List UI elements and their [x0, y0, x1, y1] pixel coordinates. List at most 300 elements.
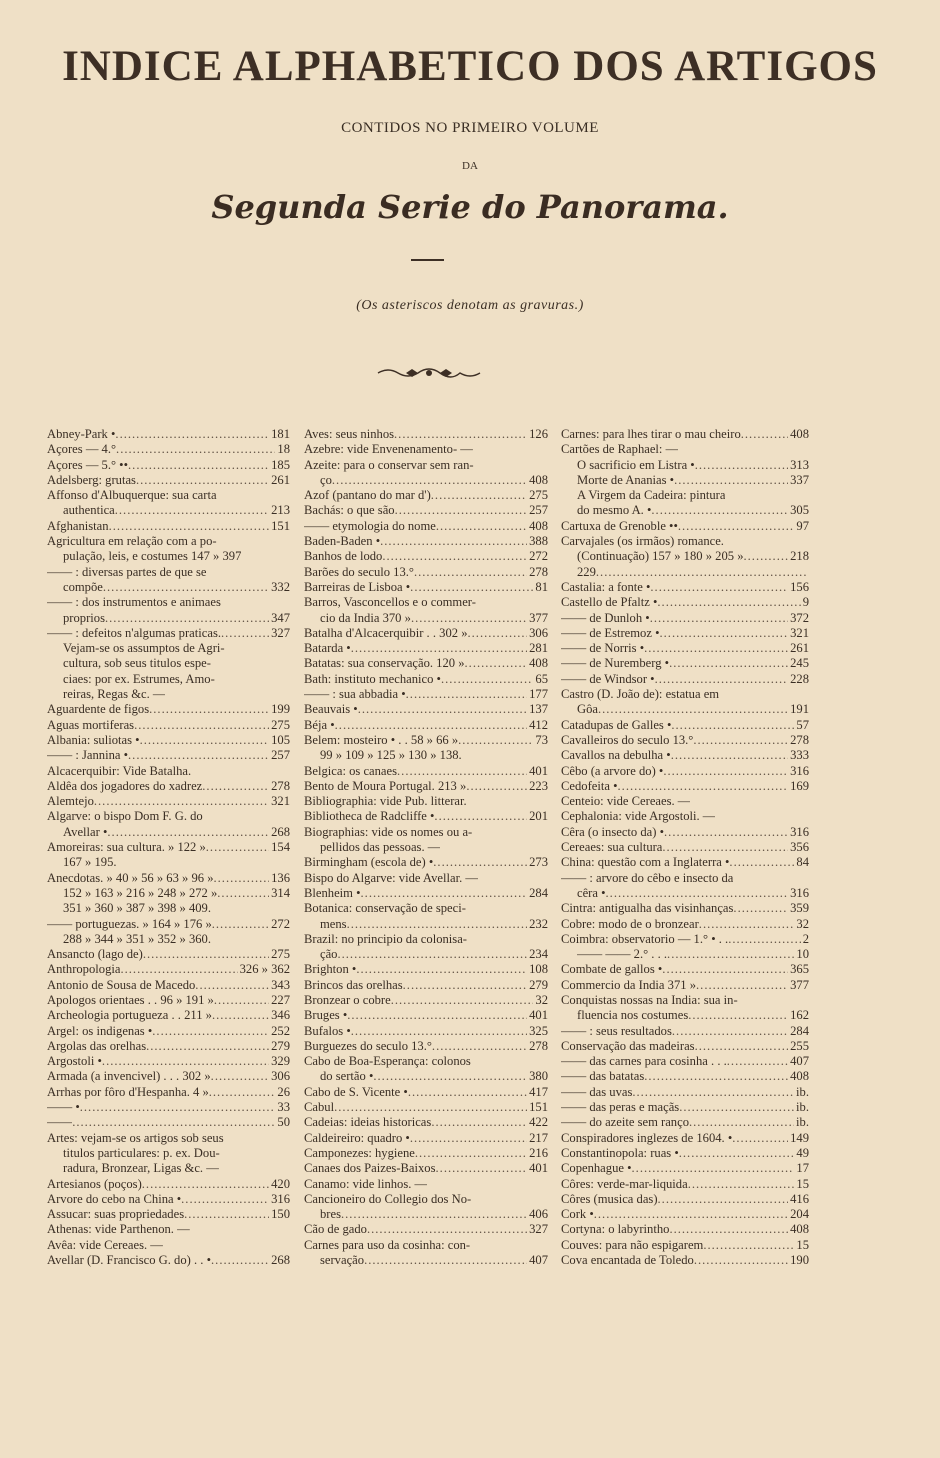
- leader-dots: [136, 473, 269, 488]
- index-entry: [47, 1054, 290, 1069]
- entry-text: Argostoli •: [47, 1054, 102, 1069]
- entry-text: Carnes: para lhes tirar o mau cheiro: [561, 427, 741, 441]
- index-entry: [304, 1207, 548, 1222]
- index-entry: [47, 580, 290, 595]
- page-number: 305: [790, 503, 809, 518]
- entry-text: Côres (musica das): [561, 1191, 658, 1206]
- index-entry: [47, 932, 290, 947]
- entry-text: Athenas: vide Parthenon. —: [47, 1222, 190, 1237]
- entry-text: Couves: para não espigarem: [561, 1237, 704, 1252]
- page-number: 420: [271, 1176, 290, 1191]
- leader-dots: [116, 442, 275, 457]
- index-entry: [47, 672, 290, 687]
- entry-text: Avellar (D. Francisco G. do) . . •: [47, 1253, 212, 1268]
- entry-text: Bufalos •: [304, 1023, 351, 1038]
- entry-text: Cabo de S. Vicente •: [304, 1084, 408, 1099]
- index-entry: [304, 656, 548, 671]
- index-entry: [47, 886, 290, 901]
- entry-text: Artesianos (poços): [47, 1176, 142, 1191]
- entry-text: —— do azeite sem ranço: [561, 1115, 689, 1130]
- index-entry: [561, 855, 809, 870]
- leader-dots: [744, 549, 789, 564]
- index-entry: [47, 565, 290, 580]
- page-number: 377: [529, 610, 548, 625]
- index-entry: [47, 503, 290, 518]
- page-number: 281: [529, 641, 548, 656]
- index-entry: [304, 917, 548, 932]
- entry-text: —— das carnes para cosinha . . .: [561, 1054, 727, 1069]
- leader-dots: [436, 1161, 528, 1176]
- index-entry: [304, 1177, 548, 1192]
- leader-dots: [107, 825, 269, 840]
- page-number: 278: [790, 732, 809, 747]
- index-entry: [304, 840, 548, 855]
- index-entry: [304, 1192, 548, 1207]
- entry-text: Birmingham (escola de) •: [304, 855, 434, 870]
- page-number: 261: [271, 472, 290, 487]
- page-number: 346: [271, 1008, 290, 1023]
- entry-text: Brazil: no principio da colonisa-: [304, 931, 467, 946]
- asterisk-note: (Os asteriscos denotam as gravuras.): [356, 298, 584, 313]
- entry-text: —— etymologia do nome: [304, 518, 436, 533]
- page-number: 84: [796, 855, 809, 870]
- leader-dots: [596, 565, 807, 580]
- index-entry: [304, 993, 548, 1008]
- entry-text: Artes: vejam-se os artigos sob seus: [47, 1130, 224, 1145]
- index-entry: [561, 886, 809, 901]
- leader-dots: [664, 825, 788, 840]
- entry-text: Adelsberg: grutas: [47, 472, 136, 487]
- leader-dots: [441, 672, 533, 687]
- entry-text: —— de Nuremberg •: [561, 656, 670, 671]
- leader-dots: [436, 519, 527, 534]
- entry-text: Cabo de Boa-Esperança: colonos: [304, 1054, 471, 1069]
- leader-dots: [195, 978, 269, 993]
- index-entry: [47, 855, 290, 870]
- index-entry: [47, 748, 290, 763]
- entry-text: —— : seus resultados: [561, 1023, 672, 1038]
- leader-dots: [380, 534, 527, 549]
- leader-dots: [335, 718, 527, 733]
- index-entry: [561, 809, 809, 824]
- leader-dots: [662, 840, 788, 855]
- leader-dots: [644, 641, 788, 656]
- page-number: 17: [796, 1161, 809, 1176]
- entry-text: do sertão •: [320, 1069, 374, 1084]
- index-entry: [47, 626, 290, 641]
- page-number: 327: [529, 1222, 548, 1237]
- leader-dots: [202, 779, 269, 794]
- leader-dots: [364, 1253, 527, 1268]
- index-entry: [47, 1238, 290, 1253]
- leader-dots: [411, 611, 527, 626]
- entry-text: —— : arvore do cêbo e insecto da: [561, 870, 734, 885]
- leader-dots: [679, 1146, 795, 1161]
- index-entry: [304, 947, 548, 962]
- index-entry: [304, 534, 548, 549]
- leader-dots: [688, 1008, 788, 1023]
- entry-text: Bachás: o que são: [304, 503, 395, 518]
- page-number: 228: [790, 671, 809, 686]
- entry-text: Barões do seculo 13.°: [304, 564, 414, 579]
- leader-dots: [115, 427, 269, 442]
- leader-dots: [657, 595, 800, 610]
- index-entry: [304, 1253, 548, 1268]
- entry-text: Botanica: conservação de speci-: [304, 901, 466, 916]
- leader-dots: [728, 932, 801, 947]
- index-entry: [561, 565, 809, 580]
- page-number: 380: [529, 1069, 548, 1084]
- index-entry: [47, 687, 290, 702]
- index-column-2: [304, 427, 548, 1268]
- entry-text: —— : Jannina •: [47, 748, 129, 763]
- page-number: 332: [271, 579, 290, 594]
- entry-text: —— portuguezas. » 164 » 176 »: [47, 916, 212, 931]
- leader-dots: [347, 917, 528, 932]
- leader-dots: [693, 733, 788, 748]
- leader-dots: [732, 1131, 788, 1146]
- page-number: 278: [271, 778, 290, 793]
- page-number: 32: [796, 916, 809, 931]
- leader-dots: [356, 962, 527, 977]
- entry-text: Agricultura em relação com a po-: [47, 534, 217, 549]
- entry-text: Caldeireiro: quadro •: [304, 1130, 410, 1145]
- entry-text: Cortyna: o labyrintho: [561, 1222, 670, 1237]
- page-number: 126: [529, 427, 548, 441]
- entry-text: A Virgem da Cadeira: pintura: [577, 488, 726, 503]
- entry-text: Copenhague •: [561, 1161, 632, 1176]
- leader-dots: [733, 901, 788, 916]
- index-column-1: [47, 427, 290, 1268]
- page-number: 15: [796, 1176, 809, 1191]
- index-entry: [47, 1039, 290, 1054]
- entry-text: Afghanistan: [47, 518, 109, 533]
- page-number: 190: [790, 1253, 809, 1268]
- index-entry: [304, 549, 548, 564]
- index-entry: [304, 503, 548, 518]
- index-entry: [47, 779, 290, 794]
- leader-dots: [632, 1161, 795, 1176]
- index-entry: [304, 1222, 548, 1237]
- index-entry: [47, 1222, 290, 1237]
- index-entry: [561, 488, 809, 503]
- entry-text: Centeio: vide Cereaes. —: [561, 794, 691, 809]
- index-entry: [304, 427, 548, 442]
- entry-text: Amoreiras: sua cultura. » 122 »: [47, 840, 206, 855]
- index-entry: [304, 1238, 548, 1253]
- page-number: 416: [790, 1191, 809, 1206]
- page-number: 177: [529, 687, 548, 702]
- entry-text: Açores — 5.° ••: [47, 457, 129, 472]
- leader-dots: [468, 626, 528, 641]
- page-number: 279: [529, 977, 548, 992]
- leader-dots: [128, 748, 269, 763]
- index-entry: [561, 595, 809, 610]
- leader-dots: [662, 962, 788, 977]
- page-number: 372: [790, 610, 809, 625]
- index-entry: [47, 917, 290, 932]
- index-entry: [304, 1115, 548, 1130]
- page-number: 33: [277, 1100, 290, 1115]
- index-entry: [304, 672, 548, 687]
- entry-text: Algarve: o bispo Dom F. G. do: [47, 809, 203, 824]
- entry-text: radura, Bronzear, Ligas &c. —: [63, 1161, 219, 1176]
- index-entry: [561, 1054, 809, 1069]
- entry-text: authentica: [63, 503, 115, 518]
- entry-text: Anthropologia: [47, 962, 121, 977]
- page-number: 97: [796, 518, 809, 533]
- entry-text: pellidos das pessoas. —: [320, 840, 441, 855]
- entry-text: —— —— 2.° . . .: [577, 947, 668, 962]
- entry-text: Cova encantada de Toledo: [561, 1253, 694, 1268]
- leader-dots: [373, 1069, 527, 1084]
- index-entry: [561, 519, 809, 534]
- entry-text: —— : sua abbadia •: [304, 687, 406, 702]
- index-entry: [561, 901, 809, 916]
- leader-dots: [80, 1100, 276, 1115]
- index-entry: [561, 534, 809, 549]
- page-number: 422: [529, 1115, 548, 1130]
- leader-dots: [410, 1131, 527, 1146]
- page-number: 316: [790, 885, 809, 900]
- page-number: 156: [790, 579, 809, 594]
- index-entry: [304, 458, 548, 473]
- entry-text: Argel: os indigenas •: [47, 1023, 153, 1038]
- index-entry: [304, 626, 548, 641]
- page-number: 137: [529, 702, 548, 717]
- index-entry: [47, 1161, 290, 1176]
- index-entry: [561, 840, 809, 855]
- entry-text: Blenheim •: [304, 885, 361, 900]
- entry-text: Argolas das orelhas: [47, 1038, 147, 1053]
- entry-text: 229: [577, 564, 596, 579]
- index-entry: [47, 442, 290, 457]
- index-entry: [47, 993, 290, 1008]
- leader-dots: [660, 626, 789, 641]
- entry-text: Carnes para uso da cosinha: con-: [304, 1237, 471, 1252]
- entry-text: 99 » 109 » 125 » 130 » 138.: [320, 748, 462, 763]
- entry-text: Cintra: antigualha das visinhanças: [561, 901, 734, 916]
- leader-dots: [669, 656, 788, 671]
- index-entry: [561, 993, 809, 1008]
- index-entry: [47, 794, 290, 809]
- index-entry: [561, 672, 809, 687]
- entry-text: Apologos orientaes . . 96 » 191 »: [47, 992, 214, 1007]
- page-number: 252: [271, 1023, 290, 1038]
- entry-text: 288 » 344 » 351 » 352 » 360.: [63, 931, 211, 946]
- index-column-3: [561, 427, 809, 1268]
- index-entry: [304, 1161, 548, 1176]
- entry-text: Brincos das orelhas: [304, 977, 403, 992]
- page-number: 278: [529, 564, 548, 579]
- leader-dots: [408, 1085, 527, 1100]
- entry-text: Antonio de Sousa de Macedo: [47, 977, 196, 992]
- leader-dots: [594, 1207, 788, 1222]
- page-number: 151: [529, 1100, 548, 1115]
- entry-text: Bruges •: [304, 1008, 348, 1023]
- page-number: 191: [790, 702, 809, 717]
- page-number: 365: [790, 962, 809, 977]
- index-entry: [304, 1146, 548, 1161]
- entry-text: —— de Norris •: [561, 641, 645, 656]
- index-entry: [304, 825, 548, 840]
- index-entry: [304, 1069, 548, 1084]
- leader-dots: [434, 809, 527, 824]
- leader-dots: [406, 687, 527, 702]
- index-entry: [47, 595, 290, 610]
- entry-text: —— •: [47, 1100, 80, 1115]
- page-number: 268: [271, 824, 290, 839]
- index-entry: [561, 794, 809, 809]
- page-number: 329: [271, 1054, 290, 1069]
- leader-dots: [703, 1238, 794, 1253]
- page-number: 108: [529, 962, 548, 977]
- entry-text: Vejam-se os assumptos de Agri-: [63, 641, 225, 656]
- page-number: 412: [529, 717, 548, 732]
- leader-dots: [672, 1024, 788, 1039]
- leader-dots: [351, 1024, 527, 1039]
- index-entry: [47, 1131, 290, 1146]
- leader-dots: [414, 565, 527, 580]
- entry-text: Aguardente de figos: [47, 702, 150, 717]
- page-number: 204: [790, 1207, 809, 1222]
- page-number: 408: [529, 472, 548, 487]
- page-number: 216: [529, 1145, 548, 1160]
- page-number: 321: [790, 625, 809, 640]
- entry-text: Azof (pantano do mar d'): [304, 488, 431, 503]
- entry-text: Açores — 4.°: [47, 442, 117, 457]
- entry-text: Conquistas nossas na India: sua in-: [561, 992, 738, 1007]
- leader-dots: [211, 1253, 269, 1268]
- entry-text: Assucar: suas propriedades: [47, 1207, 185, 1222]
- leader-dots: [181, 1192, 269, 1207]
- entry-text: Bronzear o cobre: [304, 992, 391, 1007]
- leader-dots: [689, 1115, 794, 1130]
- entry-text: Canaes dos Paizes-Baixos: [304, 1161, 436, 1176]
- entry-text: Cadeias: ideias historicas: [304, 1115, 432, 1130]
- index-entry: [304, 764, 548, 779]
- entry-text: Barreiras de Lisboa •: [304, 579, 411, 594]
- leader-dots: [695, 458, 788, 473]
- index-entry: [304, 1039, 548, 1054]
- index-entry: [304, 565, 548, 580]
- page-number: 213: [271, 503, 290, 518]
- index-entry: [561, 1238, 809, 1253]
- index-entry: [47, 809, 290, 824]
- entry-text: Cêra (o insecto da) •: [561, 824, 665, 839]
- entry-text: ciaes: por ex. Estrumes, Amo-: [63, 671, 215, 686]
- page-number: 377: [790, 977, 809, 992]
- leader-dots: [644, 1069, 788, 1084]
- index-entry: [561, 1024, 809, 1039]
- page-number: 313: [790, 457, 809, 472]
- entry-text: Commercio da India 371 »: [561, 977, 697, 992]
- entry-text: reiras, Regas &c. —: [63, 687, 166, 702]
- leader-dots: [212, 917, 269, 932]
- index-entry: [561, 1039, 809, 1054]
- entry-text: Banhos de lodo: [304, 549, 383, 564]
- entry-text: Barros, Vasconcellos e o commer-: [304, 595, 476, 610]
- entry-text: Bispo do Algarve: vide Avellar. —: [304, 870, 478, 885]
- entry-text: Cephalonia: vide Argostoli. —: [561, 809, 716, 824]
- page-number: 268: [271, 1253, 290, 1268]
- page-number: 325: [529, 1023, 548, 1038]
- index-entry: [47, 534, 290, 549]
- entry-text: titulos particulares: p. ex. Dou-: [63, 1145, 220, 1160]
- index-entry: [304, 687, 548, 702]
- page-number: 185: [271, 457, 290, 472]
- leader-dots: [102, 1054, 269, 1069]
- entry-text: Arvore do cebo na China •: [47, 1191, 182, 1206]
- index-entry: [47, 641, 290, 656]
- index-entry: [304, 442, 548, 457]
- entry-text: Morte de Ananias •: [577, 472, 675, 487]
- page-number: 273: [529, 855, 548, 870]
- entry-text: —— das peras e maçãs: [561, 1100, 680, 1115]
- leader-dots: [667, 947, 794, 962]
- entry-text: Abney-Park •: [47, 427, 116, 441]
- leader-dots: [351, 641, 527, 656]
- index-entry: [47, 1177, 290, 1192]
- entry-text: ção: [320, 947, 338, 962]
- page-number: 278: [529, 1038, 548, 1053]
- index-entry: [561, 458, 809, 473]
- index-entry: [561, 1161, 809, 1176]
- entry-text: Camponezes: hygiene: [304, 1145, 415, 1160]
- leader-dots: [361, 886, 528, 901]
- index-entry: [561, 718, 809, 733]
- leader-dots: [669, 1222, 788, 1237]
- page-number: 15: [796, 1237, 809, 1252]
- leader-dots: [415, 1146, 527, 1161]
- leader-dots: [94, 794, 269, 809]
- entry-text: Bento de Moura Portugal. 213 »: [304, 778, 467, 793]
- page-title: INDICE ALPHABETICO DOS ARTIGOS: [62, 43, 878, 90]
- page-number: 306: [529, 625, 548, 640]
- page-number: 408: [790, 1069, 809, 1084]
- entry-text: Cereaes: sua cultura: [561, 840, 663, 855]
- index-entry: [304, 580, 548, 595]
- index-entry: [561, 503, 809, 518]
- leader-dots: [433, 855, 527, 870]
- index-entry: [561, 1085, 809, 1100]
- leader-dots: [466, 779, 527, 794]
- index-entry: [561, 779, 809, 794]
- entry-text: Archeologia portugueza . . 211 »: [47, 1008, 212, 1023]
- page-number: 50: [277, 1115, 290, 1130]
- index-entry: [304, 473, 548, 488]
- entry-text: Azebre: vide Envenenamento- —: [304, 442, 473, 457]
- page-number: 227: [271, 992, 290, 1007]
- index-entry: [304, 519, 548, 534]
- entry-text: China: questão com a Inglaterra •: [561, 855, 730, 870]
- entry-text: Alemtejo: [47, 794, 94, 809]
- page-number: 275: [271, 717, 290, 732]
- index-entry: [47, 962, 290, 977]
- leader-dots: [403, 978, 527, 993]
- index-entry: [304, 488, 548, 503]
- index-entry: [47, 1100, 290, 1115]
- index-entry: [304, 855, 548, 870]
- entry-text: mens: [320, 916, 347, 931]
- index-entry: [561, 427, 809, 442]
- leader-dots: [334, 1100, 527, 1115]
- index-entry: [304, 641, 548, 656]
- index-entry: [304, 794, 548, 809]
- leader-dots: [214, 993, 269, 1008]
- entry-text: ——: [47, 1115, 73, 1130]
- page-number: 388: [529, 534, 548, 549]
